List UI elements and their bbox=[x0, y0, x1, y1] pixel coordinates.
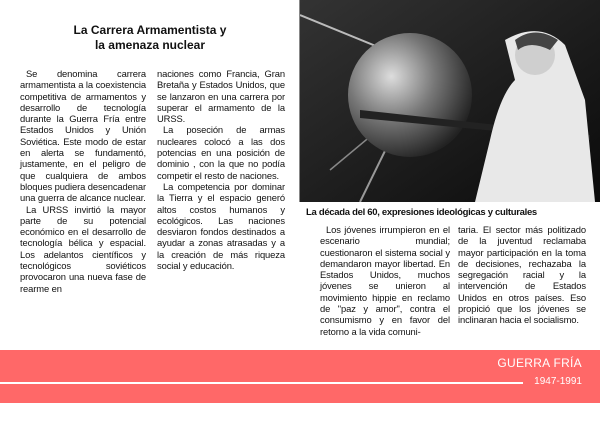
section-column-2 bbox=[458, 224, 586, 326]
banner-title: GUERRA FRÍA bbox=[497, 356, 582, 370]
paragraph: La URSS invirtió la mayor parte de su potencial económico en el desarrollo de tecnología bélica y espacial. Los adelantos científicos y tecnológicos soviéticos provocaron una nueva fase de rearme en bbox=[20, 203, 146, 294]
paragraph: La competencia por dominar la Tierra y el espacio generó altos costos humanos y ecológicos. Las naciones desviaron fondos destinados a ayudar a zonas atrasadas y a la creación de más riqueza social y educación. bbox=[157, 180, 285, 272]
footer-banner bbox=[0, 350, 600, 403]
paragraph: Los jóvenes irrumpieron en el escenario mundial; cuestionaron el sistema social y demandaron mayor libertad. En Estados Unidos, muchos jóvenes se unieron al movimiento hippie en reclamo de "paz y amor", contra el consumismo y en favor del retorno a la vida comuni- bbox=[320, 224, 450, 337]
paragraph: Se denomina carrera armamentista a la coexistencia competitiva de armamentos y desarrollo de tecnología durante la Guerra Fría entre Estados Unidos y Unión Soviética. Este modo de estar en alerta se fundamentó, justamente, en el peligro de que cualquiera de ambos bloques pudiera desencadenar una guerra de alcance nuclear. bbox=[20, 68, 146, 204]
title-line: la amenaza nuclear bbox=[94, 38, 206, 52]
sputnik-photo bbox=[300, 0, 600, 202]
section-column-1 bbox=[320, 224, 450, 337]
banner-years: 1947-1991 bbox=[534, 376, 582, 387]
article-title bbox=[30, 23, 270, 53]
banner-rule bbox=[0, 382, 523, 384]
paragraph: La poseción de armas nucleares colocó a las dos potencias en una posición de dominio , con la que no podía competir el resto de naciones. bbox=[157, 124, 285, 181]
section-heading: La década del 60, expresiones ideológicas y culturales bbox=[306, 207, 537, 218]
paragraph: naciones como Francia, Gran Bretaña y Estados Unidos, que se lanzaron en una carrera por superar el armamento de la URSS. bbox=[157, 68, 285, 125]
article-column-1 bbox=[20, 68, 146, 294]
paragraph: taria. El sector más politizado de la juventud reclamaba mayor participación en la toma de decisiones, rechazaba la segregación racial y la intervención de Estados Unidos en otros países. Eso propició que los jóvenes se inclinaran hacia el socialismo. bbox=[458, 224, 586, 326]
title-line: La Carrera Armamentista y bbox=[73, 23, 227, 37]
article-column-2 bbox=[157, 68, 285, 271]
